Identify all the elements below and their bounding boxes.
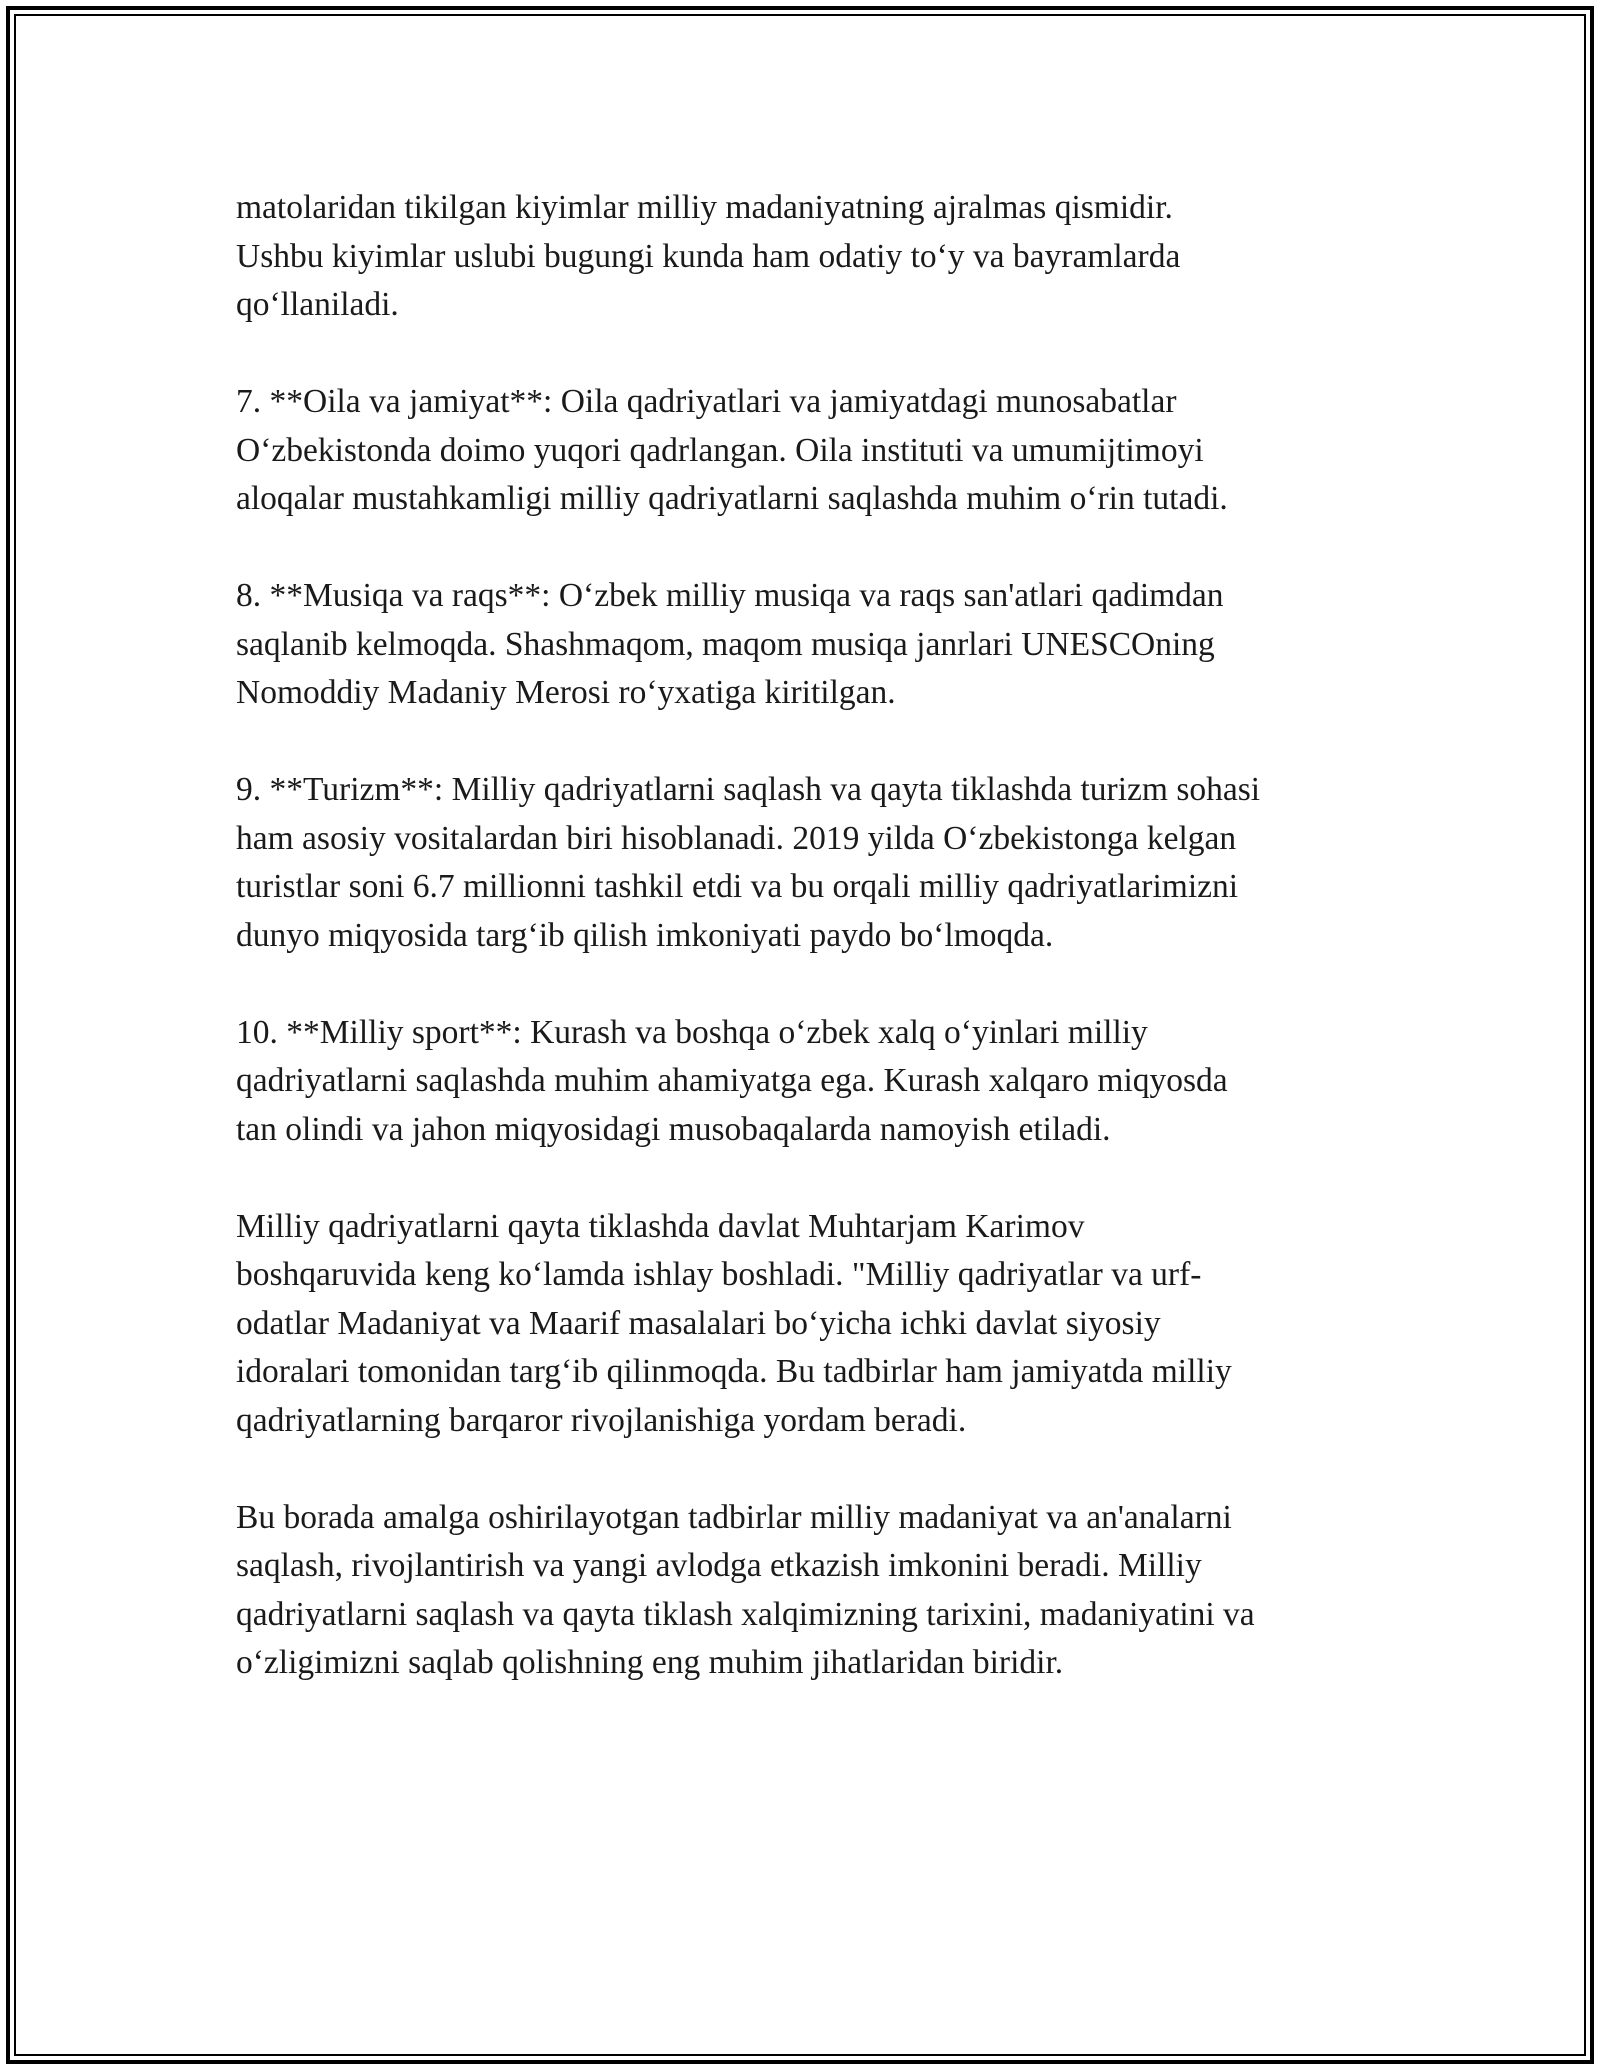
- paragraph-tourism: 9. **Turizm**: Milliy qadriyatlarni saqlash va qayta tiklashda turizm sohasi ham asosiy vositalardan biri hisoblanadi. 2019 yilda O‘zbekistonga kelgan turistlar soni 6.7 millionni tashkil etdi va bu orqali milliy qadriyatlarimizni dunyo miqyosida targ‘ib qilish imkoniyati paydo bo‘lmoqda.: [236, 771, 1261, 954]
- paragraph-clothing-continued: matolaridan tikilgan kiyimlar milliy madaniyatning ajralmas qismidir. Ushbu kiyimlar uslubi bugungi kunda ham odatiy to‘y va bayramlarda qo‘llaniladi.: [236, 189, 1181, 323]
- paragraph-conclusion: Bu borada amalga oshirilayotgan tadbirlar milliy madaniyat va an'analarni saqlash, rivojlantirish va yangi avlodga etkazish imkonini beradi. Milliy qadriyatlarni saqlash va qayta tiklash xalqimizning tarixini, madaniyatini va o‘zligimizni saqlab qolishning eng muhim jihatlaridan biridir.: [236, 1498, 1255, 1681]
- paragraph-family-society: 7. **Oila va jamiyat**: Oila qadriyatlari va jamiyatdagi munosabatlar O‘zbekistonda doimo yuqori qadrlangan. Oila instituti va umumijtimoyi aloqalar mustahkamligi milliy qadriyatlarni saqlashda muhim o‘rin tutadi.: [236, 383, 1228, 517]
- document-body: [236, 184, 1386, 1688]
- paragraph-music-dance: 8. **Musiqa va raqs**: O‘zbek milliy musiqa va raqs san'atlari qadimdan saqlanib kelmoqda. Shashmaqom, maqom musiqa janrlari UNESCOning Nomoddiy Madaniy Merosi ro‘yxatiga kiritilgan.: [236, 577, 1224, 711]
- paragraph-national-sport: 10. **Milliy sport**: Kurash va boshqa o‘zbek xalq o‘yinlari milliy qadriyatlarni saqlashda muhim ahamiyatga ega. Kurash xalqaro miqyosda tan olindi va jahon miqyosidagi musobaqalarda namoyish etiladi.: [236, 1013, 1228, 1148]
- paragraph-state-revival: Milliy qadriyatlarni qayta tiklashda davlat Muhtarjam Karimov boshqaruvida keng ko‘lamda ishlay boshladi. "Milliy qadriyatlar va urf- odatlar Madaniyat va Maarif masalalari bo‘yicha ichki davlat siyosiy idoralari tomonidan targ‘ib qilinmoqda. Bu tadbirlar ham jamiyatda milliy qadriyatlarning barqaror rivojlanishiga yordam beradi.: [236, 1207, 1232, 1439]
